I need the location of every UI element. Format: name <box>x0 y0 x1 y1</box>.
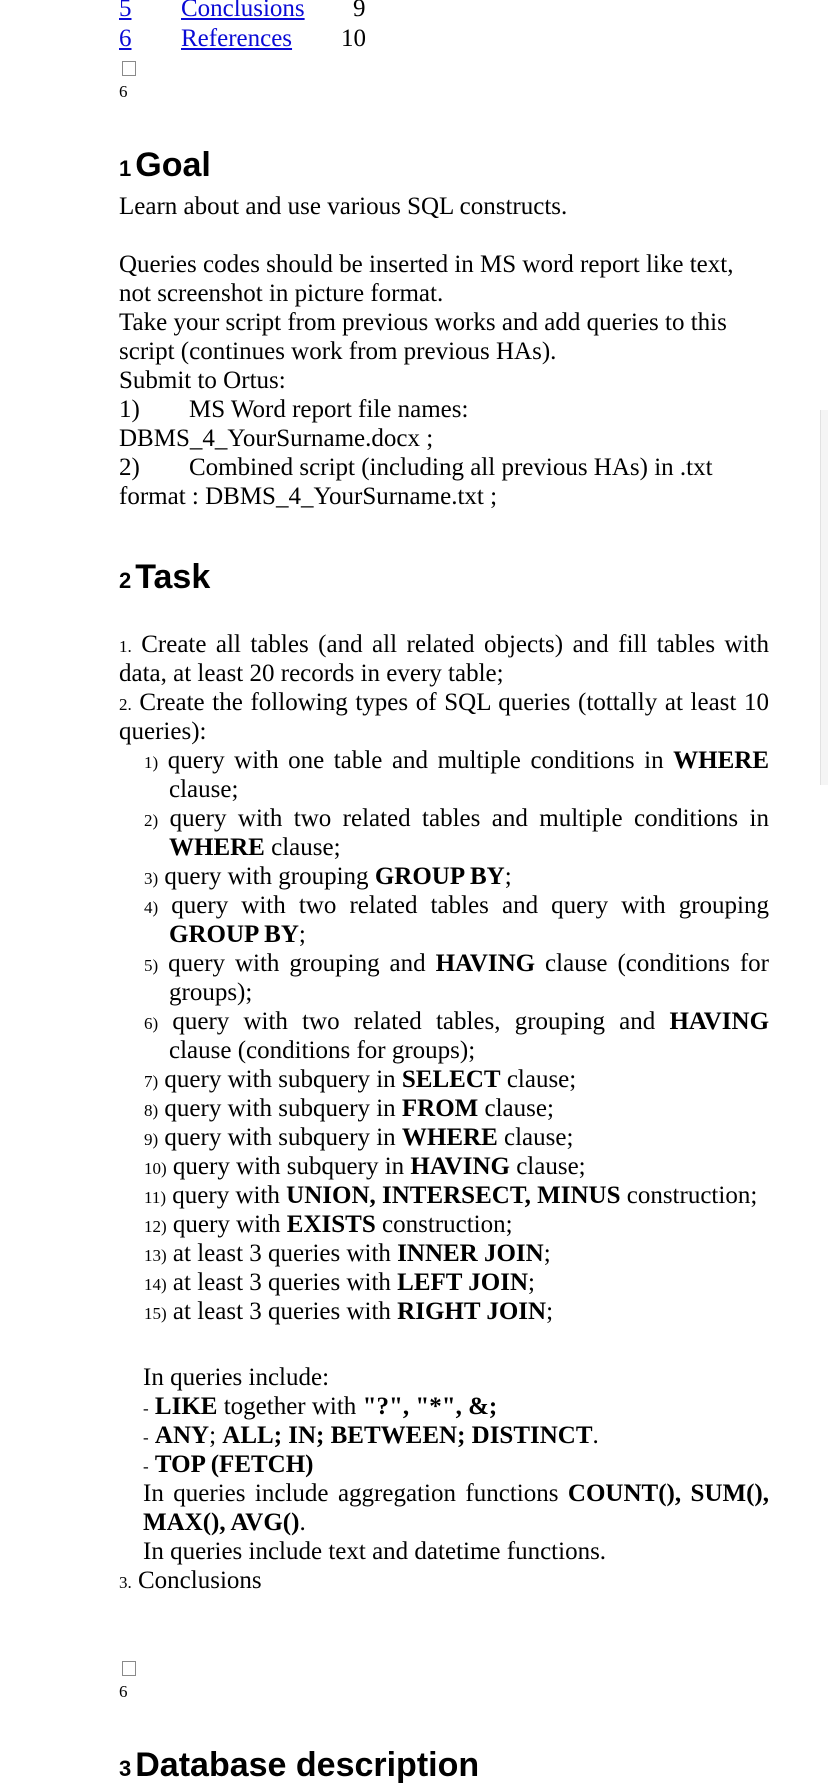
query-number: 4) <box>144 898 159 917</box>
list-dash: - <box>143 1428 149 1447</box>
toc-link-num[interactable]: 5 <box>119 0 132 22</box>
section-heading-database-description <box>119 1746 479 1785</box>
query-number: 3) <box>144 869 159 888</box>
goal-text-line: Submit to Ortus: <box>119 367 286 394</box>
toc-page-number: 9 <box>353 0 366 22</box>
task-item-3 <box>119 1566 262 1597</box>
query-item <box>144 1152 586 1183</box>
query-keyword: UNION, INTERSECT, MINUS <box>286 1182 621 1209</box>
query-text: query with subquery in <box>164 1124 402 1151</box>
task-item-1 <box>119 630 769 661</box>
query-number: 13) <box>144 1246 167 1265</box>
query-keyword: HAVING <box>435 950 536 977</box>
goal-text-line: not screenshot in picture format. <box>119 280 444 307</box>
query-item-cont <box>169 920 306 949</box>
query-number: 6) <box>144 1014 159 1033</box>
section-title: Database description <box>135 1746 480 1784</box>
aggregation-line <box>143 1479 769 1508</box>
query-text: query with grouping and <box>168 950 436 977</box>
query-number: 14) <box>144 1275 167 1294</box>
query-keyword: FROM <box>401 1095 479 1122</box>
include-text: ; <box>209 1422 223 1449</box>
section-title: Task <box>135 558 211 596</box>
include-keyword: ANY <box>154 1422 210 1449</box>
toc-link-title[interactable]: References <box>181 25 293 52</box>
query-item-cont: clause (conditions for groups); <box>169 1037 476 1064</box>
include-keyword: LIKE <box>154 1393 218 1420</box>
query-number: 15) <box>144 1304 167 1323</box>
query-item-cont: clause; <box>169 776 239 803</box>
query-item <box>144 804 769 835</box>
task-text: Create the following types of SQL queries (tottally at least 10 <box>139 689 770 716</box>
query-number: 7) <box>144 1072 159 1091</box>
list-item-cont: DBMS_4_YourSurname.docx ; <box>119 425 434 452</box>
page-marker: 6 <box>119 82 128 101</box>
query-item <box>144 1239 551 1270</box>
query-keyword: GROUP BY <box>374 863 505 890</box>
include-item <box>143 1450 314 1481</box>
query-keyword: HAVING <box>410 1153 510 1180</box>
toc-page-number: 10 <box>341 25 366 52</box>
toc-row[interactable] <box>119 0 132 23</box>
query-item <box>144 1297 553 1328</box>
task-number: 1. <box>119 637 132 656</box>
query-number: 12) <box>144 1217 167 1236</box>
aggregation-text: . <box>299 1509 306 1536</box>
query-item <box>144 862 512 893</box>
section-heading-task <box>119 558 210 597</box>
task-text: Create all tables (and all related objects) and fill tables with <box>141 631 769 658</box>
query-text: ; <box>504 863 512 890</box>
text-functions-line: In queries include text and datetime functions. <box>143 1538 607 1565</box>
include-keyword: "?", "*", &; <box>362 1393 498 1420</box>
task-number: 2. <box>119 695 132 714</box>
query-item <box>144 1210 513 1241</box>
query-item <box>144 1268 535 1299</box>
query-text: clause (conditions for <box>535 950 770 977</box>
query-item <box>144 1181 757 1212</box>
section-heading-goal <box>119 146 211 185</box>
query-item <box>144 1007 769 1038</box>
include-item <box>143 1421 599 1452</box>
query-number: 8) <box>144 1101 159 1120</box>
include-keyword: TOP (FETCH) <box>154 1451 314 1478</box>
task-item-1-cont: data, at least 20 records in every table; <box>119 660 504 687</box>
section-number: 2 <box>119 568 132 593</box>
goal-text-line: script (continues work from previous HAs). <box>119 338 557 365</box>
list-item-cont: format : DBMS_4_YourSurname.txt ; <box>119 483 498 510</box>
query-text: clause; <box>478 1095 554 1122</box>
query-keyword: LEFT JOIN <box>397 1269 528 1296</box>
list-dash: - <box>143 1399 149 1418</box>
query-item <box>144 746 769 777</box>
query-keyword: WHERE <box>401 1124 498 1151</box>
section-number: 1 <box>119 156 132 181</box>
goal-text-line: Take your script from previous works and add queries to this <box>119 309 727 336</box>
query-text: at least 3 queries with <box>172 1240 398 1267</box>
include-heading: In queries include: <box>143 1364 330 1391</box>
query-text: ; <box>543 1240 551 1267</box>
query-number: 11) <box>144 1188 167 1207</box>
query-text: at least 3 queries with <box>172 1269 398 1296</box>
aggregation-text: In queries include aggregation functions <box>143 1480 559 1507</box>
query-number: 5) <box>144 956 159 975</box>
query-text: query with <box>172 1182 287 1209</box>
query-item <box>144 949 769 980</box>
query-text: clause; <box>497 1124 574 1151</box>
query-item <box>144 891 769 922</box>
aggregation-keyword: COUNT(), SUM(), <box>567 1480 769 1507</box>
placeholder-checkbox-icon <box>122 61 136 76</box>
aggregation-line-cont <box>143 1508 306 1537</box>
task-item-2-cont: queries): <box>119 718 207 745</box>
query-text: query with subquery in <box>164 1066 402 1093</box>
query-number: 2) <box>144 811 159 830</box>
query-text: query with two related tables and query with grouping <box>171 892 770 919</box>
query-text: query with subquery in <box>172 1153 411 1180</box>
query-number: 10) <box>144 1159 167 1178</box>
query-text: query with subquery in <box>164 1095 402 1122</box>
list-item-text: Combined script (including all previous HAs) in .txt <box>189 454 713 481</box>
goal-intro: Learn about and use various SQL constructs. <box>119 193 568 220</box>
toc-link-conclusions[interactable] <box>181 0 305 23</box>
query-text: ; <box>546 1298 554 1325</box>
query-text: query with one table and multiple conditions in <box>167 747 664 774</box>
include-item <box>143 1392 497 1423</box>
query-text: query with <box>172 1211 287 1238</box>
toc-link-references[interactable] <box>181 24 292 53</box>
query-item-cont <box>169 833 341 862</box>
query-text: construction; <box>375 1211 513 1238</box>
query-keyword: WHERE <box>673 747 770 774</box>
include-text: together with <box>217 1393 363 1420</box>
query-keyword: INNER JOIN <box>397 1240 544 1267</box>
toc-row[interactable] <box>119 24 132 53</box>
include-keyword: ALL; IN; BETWEEN; DISTINCT <box>222 1422 593 1449</box>
query-text: query with grouping <box>164 863 375 890</box>
placeholder-checkbox-icon <box>122 1661 136 1676</box>
section-title: Goal <box>135 146 211 184</box>
query-text: construction; <box>620 1182 758 1209</box>
query-keyword: RIGHT JOIN <box>397 1298 547 1325</box>
list-number: 1) <box>119 396 140 423</box>
query-number: 1) <box>144 753 159 772</box>
query-item <box>144 1094 554 1125</box>
query-item <box>144 1065 576 1096</box>
list-dash: - <box>143 1457 149 1476</box>
task-item-2 <box>119 688 769 719</box>
query-text: ; <box>528 1269 535 1296</box>
query-item <box>144 1123 573 1154</box>
section-number: 3 <box>119 1756 132 1781</box>
query-item-cont: groups); <box>169 979 253 1006</box>
query-number: 9) <box>144 1130 159 1149</box>
query-text: ; <box>298 921 306 948</box>
query-keyword: SELECT <box>401 1066 501 1093</box>
list-item-text: MS Word report file names: <box>189 396 469 423</box>
query-text: clause; <box>509 1153 586 1180</box>
include-text: . <box>592 1422 599 1449</box>
aggregation-keyword: MAX(), AVG() <box>143 1509 300 1536</box>
query-keyword: EXISTS <box>286 1211 376 1238</box>
query-text: clause; <box>500 1066 577 1093</box>
query-keyword: GROUP BY <box>169 921 299 948</box>
query-text: query with two related tables, grouping and <box>172 1008 656 1035</box>
toc-link-title[interactable]: Conclusions <box>181 0 305 22</box>
query-keyword: WHERE <box>169 834 265 861</box>
vertical-scrollbar[interactable] <box>820 410 828 785</box>
query-text: query with two related tables and multiple conditions in <box>169 805 770 832</box>
page-marker: 6 <box>119 1682 128 1701</box>
toc-link-num[interactable]: 6 <box>119 25 132 52</box>
query-keyword: HAVING <box>669 1008 770 1035</box>
task-number: 3. <box>119 1573 132 1592</box>
goal-text-line: Queries codes should be inserted in MS word report like text, <box>119 251 734 278</box>
list-number: 2) <box>119 454 140 481</box>
query-text: clause; <box>264 834 341 861</box>
query-text: at least 3 queries with <box>172 1298 398 1325</box>
task-text: Conclusions <box>138 1567 262 1594</box>
